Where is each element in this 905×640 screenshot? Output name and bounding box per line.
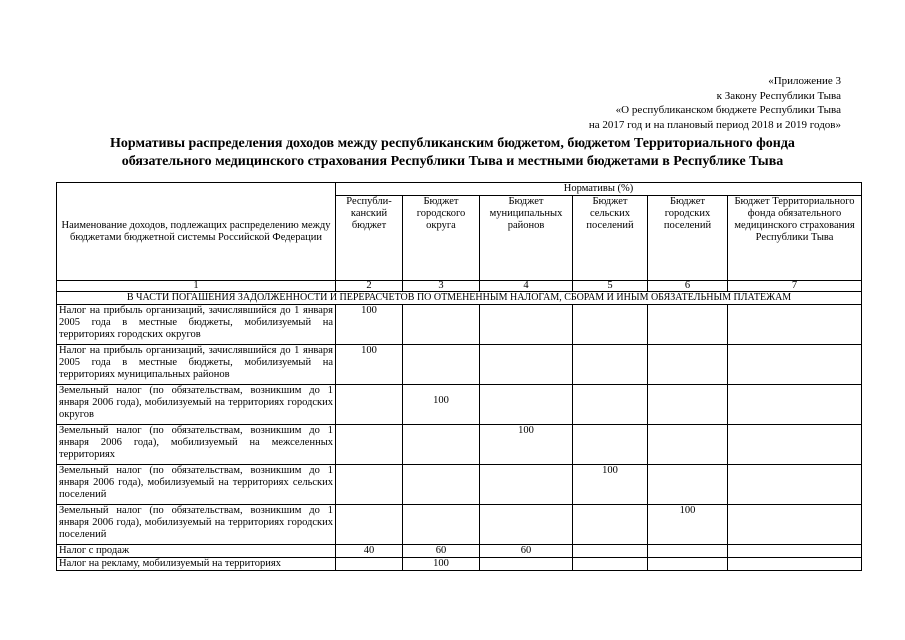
column-number: 7 [728, 281, 862, 292]
value-cell [648, 345, 728, 385]
value-cell: 100 [573, 465, 648, 505]
norms-group-header: Нормативы (%) [336, 183, 862, 196]
value-cell [403, 305, 480, 345]
column-header: Бюджет муниципальных районов [480, 196, 573, 281]
table-row [57, 545, 862, 558]
value-cell [648, 545, 728, 558]
income-name: Земельный налог (по обязательствам, возникшим до 1 января 2006 года), мобилизуемый на территориях городских поселений [57, 505, 336, 545]
column-number: 5 [573, 281, 648, 292]
header-row-group [57, 183, 862, 196]
appendix-reference [589, 74, 841, 132]
section-title: В ЧАСТИ ПОГАШЕНИЯ ЗАДОЛЖЕННОСТИ И ПЕРЕРАСЧЕТОВ ПО ОТМЕНЕННЫМ НАЛОГАМ, СБОРАМ И ИНЫМ ОБЯЗАТЕЛЬНЫМ ПЛАТЕЖАМ [57, 292, 862, 305]
table-row [57, 558, 862, 571]
table-row [57, 305, 862, 345]
column-number: 1 [57, 281, 336, 292]
value-cell [573, 385, 648, 425]
income-name: Земельный налог (по обязательствам, возникшим до 1 января 2006 года), мобилизуемый на территориях сельских поселений [57, 465, 336, 505]
column-number: 6 [648, 281, 728, 292]
value-cell [403, 345, 480, 385]
value-cell [480, 305, 573, 345]
appendix-line: на 2017 год и на плановый период 2018 и 2019 годов» [588, 118, 841, 131]
value-cell [648, 558, 728, 571]
value-cell: 100 [336, 305, 403, 345]
income-name: Земельный налог (по обязательствам, возникшим до 1 января 2006 года), мобилизуемый на межселенных территориях [57, 425, 336, 465]
value-cell [573, 425, 648, 465]
appendix-line: к Закону Республики Тыва [716, 89, 841, 102]
value-cell [573, 305, 648, 345]
value-cell: 100 [336, 345, 403, 385]
column-header: Бюджет городского округа [403, 196, 480, 281]
value-cell [728, 305, 862, 345]
table-row [57, 505, 862, 545]
column-number-row [57, 281, 862, 292]
value-cell [336, 385, 403, 425]
value-cell [648, 305, 728, 345]
value-cell [728, 385, 862, 425]
column-number: 3 [403, 281, 480, 292]
column-header: Бюджет сельских поселений [573, 196, 648, 281]
value-cell [573, 545, 648, 558]
value-cell [336, 558, 403, 571]
value-cell [648, 385, 728, 425]
value-cell [728, 465, 862, 505]
title-line: Нормативы распределения доходов между республиканским бюджетом, бюджетом Территориального фонда [110, 136, 795, 151]
column-number: 4 [480, 281, 573, 292]
value-cell: 60 [403, 545, 480, 558]
section-row [57, 292, 862, 305]
value-cell [480, 505, 573, 545]
value-cell [336, 425, 403, 465]
value-cell: 60 [480, 545, 573, 558]
value-cell [728, 505, 862, 545]
appendix-line: «Приложение 3 [768, 75, 841, 87]
value-cell [728, 545, 862, 558]
value-cell [480, 465, 573, 505]
value-cell [336, 465, 403, 505]
column-number: 2 [336, 281, 403, 292]
value-cell [728, 425, 862, 465]
value-cell [573, 345, 648, 385]
value-cell [480, 345, 573, 385]
norms-table [56, 182, 862, 571]
income-name-header: Наименование доходов, подлежащих распределению между бюджетами бюджетной системы Российской Федерации [57, 183, 336, 281]
value-cell [648, 465, 728, 505]
value-cell: 100 [480, 425, 573, 465]
value-cell: 100 [403, 385, 480, 425]
table-row [57, 385, 862, 425]
value-cell: 40 [336, 545, 403, 558]
document-title [40, 135, 865, 171]
value-cell: 100 [648, 505, 728, 545]
value-cell [573, 505, 648, 545]
value-cell: 100 [403, 558, 480, 571]
income-name: Земельный налог (по обязательствам, возникшим до 1 января 2006 года), мобилизуемый на территориях городских округов [57, 385, 336, 425]
value-cell [403, 425, 480, 465]
value-cell [573, 558, 648, 571]
column-header: Республи-канский бюджет [336, 196, 403, 281]
income-name: Налог с продаж [57, 545, 336, 558]
income-name: Налог на рекламу, мобилизуемый на территориях [57, 558, 336, 571]
value-cell [728, 558, 862, 571]
value-cell [728, 345, 862, 385]
value-cell [403, 465, 480, 505]
value-cell [336, 505, 403, 545]
income-name: Налог на прибыль организаций, зачислявшийся до 1 января 2005 года в местные бюджеты, мобилизуемый на территориях муниципальных районов [57, 345, 336, 385]
value-cell [480, 558, 573, 571]
column-header: Бюджет Территориального фонда обязательного медицинского страхования Республики Тыва [728, 196, 862, 281]
table-row [57, 465, 862, 505]
value-cell [648, 425, 728, 465]
table-row [57, 425, 862, 465]
appendix-line: «О республиканском бюджете Республики Тыва [615, 104, 841, 116]
income-name: Налог на прибыль организаций, зачислявшийся до 1 января 2005 года в местные бюджеты, мобилизуемый на территориях городских округов [57, 305, 336, 345]
title-line: обязательного медицинского страхования Республики Тыва и местными бюджетами в Республике Тыва [121, 154, 784, 169]
table-row [57, 345, 862, 385]
value-cell [480, 385, 573, 425]
value-cell [403, 505, 480, 545]
column-header: Бюджет городских поселений [648, 196, 728, 281]
